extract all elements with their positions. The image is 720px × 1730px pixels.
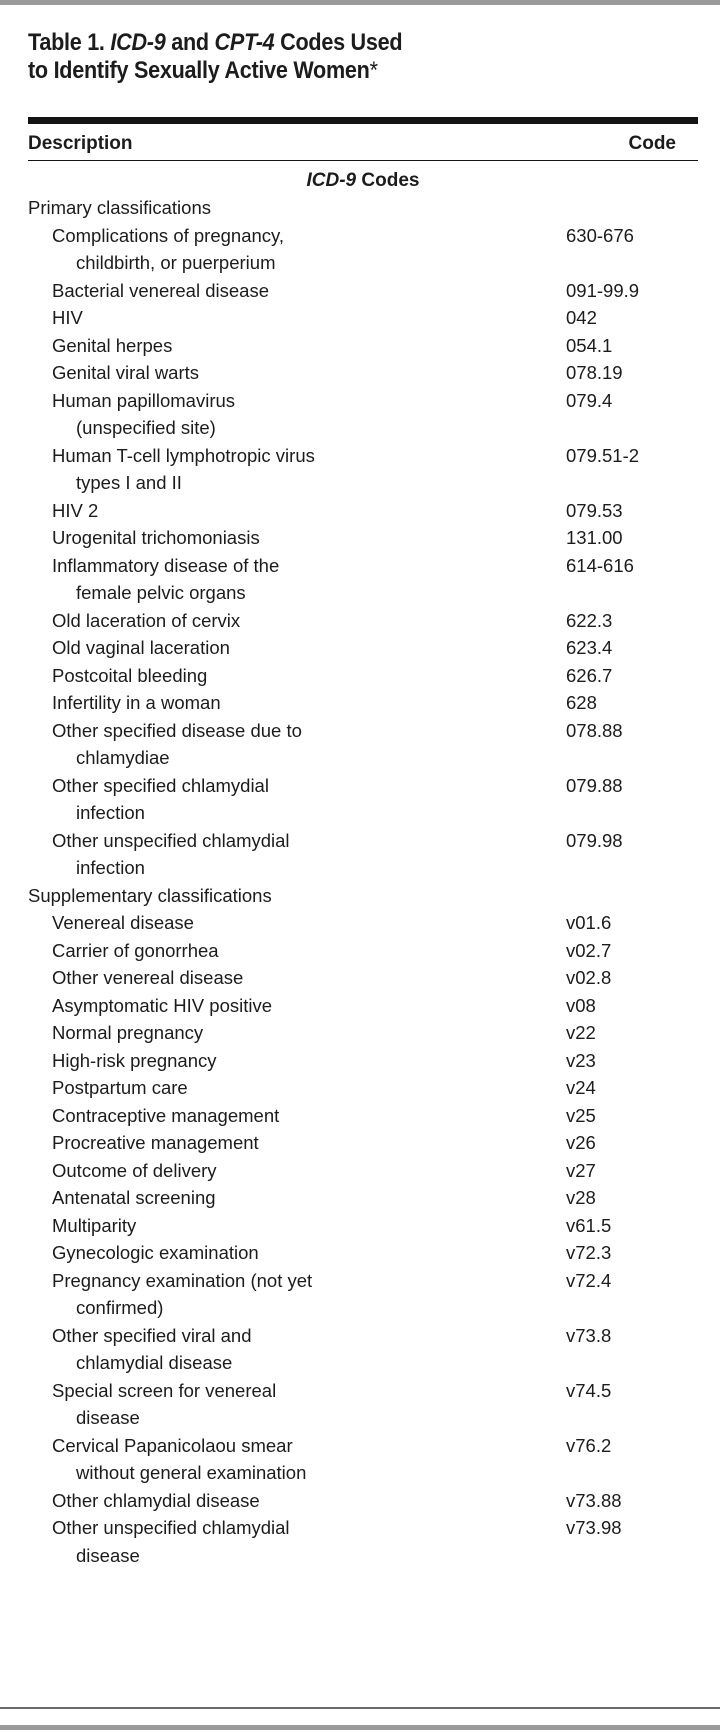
row-description [28,497,566,525]
title-prefix: Table 1. [28,29,111,56]
row-description [28,1047,566,1075]
description-line: Other chlamydial disease [52,1489,260,1511]
description-line: Cervical Papanicolaou smear [52,1434,293,1456]
table-row [28,359,698,387]
table-row [28,1102,698,1130]
row-description [28,1377,566,1432]
table-row [28,1157,698,1185]
row-code: 079.98 [566,829,623,851]
row-description [28,524,566,552]
description-line: Postpartum care [52,1077,188,1098]
table-row [28,524,698,552]
column-header-description: Description [28,133,133,154]
row-code: 079.88 [566,774,623,796]
row-code: 042 [566,307,597,328]
table-row [28,1129,698,1157]
table-content [28,29,698,1569]
description-continuation: types I and II [76,472,182,493]
description-line: Other unspecified chlamydial [52,1517,290,1538]
row-description [28,689,566,717]
table-row [28,1074,698,1102]
description-continuation: female pelvic organs [76,582,246,603]
row-description [28,1487,566,1515]
title-line1-end: Codes Used [274,29,403,56]
description-line: Antenatal screening [52,1187,216,1208]
table-row [28,1514,698,1569]
row-code: 622.3 [566,609,613,631]
row-code: v76.2 [566,1434,612,1456]
description-line: Procreative management [52,1132,259,1153]
description-line: Carrier of gonorrhea [52,939,219,961]
description-line: Complications of pregnancy, [52,224,285,246]
row-code: v22 [566,1022,596,1043]
table-row [28,1487,698,1515]
description-continuation: childbirth, or puerperium [76,252,276,273]
row-code: v61.5 [566,1214,612,1236]
title-cpt: CPT-4 [214,29,275,56]
row-code: v73.98 [566,1517,622,1538]
description-continuation: disease [76,1407,140,1428]
description-line: Old vaginal laceration [52,637,230,658]
row-description [28,717,566,772]
row-description [28,332,566,360]
table-row [28,992,698,1020]
description-line: Asymptomatic HIV positive [52,994,273,1016]
row-description [28,359,566,387]
table-row [28,332,698,360]
row-code: v08 [566,994,596,1016]
table-row [28,1322,698,1377]
table-row [28,304,698,332]
row-code: 614-616 [566,554,634,576]
description-continuation: (unspecified site) [76,417,216,438]
row-code: v28 [566,1187,596,1208]
table-row [28,552,698,607]
row-code: 079.4 [566,389,613,411]
supplementary-rows [28,909,698,1569]
description-line: Other venereal disease [52,967,244,988]
title-asterisk: * [369,57,378,84]
row-code: v25 [566,1104,596,1126]
description-continuation: infection [76,802,145,823]
description-continuation: chlamydial disease [76,1352,233,1373]
table-row [28,772,698,827]
table-title [28,29,697,85]
title-and: and [165,29,215,56]
row-description [28,937,566,965]
table-row [28,387,698,442]
row-code: v74.5 [566,1379,612,1401]
row-description [28,1157,566,1185]
description-line: Inflammatory disease of the [52,554,280,576]
row-code: v72.3 [566,1242,612,1263]
row-description [28,992,566,1020]
description-line: Other unspecified chlamydial [52,829,290,851]
table-row [28,1047,698,1075]
description-line: Bacterial venereal disease [52,279,269,301]
description-line: Other specified chlamydial [52,774,269,796]
description-line: Pregnancy examination (not yet [52,1269,313,1291]
table-row [28,1239,698,1267]
table-row [28,277,698,305]
primary-rows [28,222,698,882]
description-line: Human papillomavirus [52,389,236,411]
row-code: v73.8 [566,1324,612,1346]
row-code: 079.53 [566,499,623,521]
row-code: v23 [566,1049,596,1071]
description-line: Other specified disease due to [52,719,302,741]
row-description [28,442,566,497]
description-line: Postcoital bleeding [52,664,208,686]
description-line: Gynecologic examination [52,1242,259,1263]
row-code: 131.00 [566,527,623,548]
table-row [28,1184,698,1212]
row-description [28,1019,566,1047]
description-line: Genital viral warts [52,362,200,383]
row-description [28,1514,566,1569]
row-code: v02.8 [566,967,612,988]
row-description [28,1074,566,1102]
row-description [28,827,566,882]
group-label-primary: Primary classifications [28,197,211,218]
row-description [28,1212,566,1240]
column-header-row [28,124,698,161]
row-code: 630-676 [566,224,634,246]
row-description [28,1322,566,1377]
row-code: v73.88 [566,1489,622,1511]
row-code: v72.4 [566,1269,612,1291]
title-line2: to Identify Sexually Active Women [28,57,370,84]
description-line: Contraceptive management [52,1104,280,1126]
description-line: HIV [52,307,83,328]
title-rule [28,117,698,124]
description-line: Venereal disease [52,912,194,933]
row-description [28,1184,566,1212]
description-line: Outcome of delivery [52,1159,217,1181]
row-code: v27 [566,1159,596,1181]
row-description [28,1267,566,1322]
table-row [28,909,698,937]
description-continuation: disease [76,1544,140,1566]
row-code: 079.51-2 [566,444,640,466]
section-heading-suffix: Codes [356,170,420,191]
row-description [28,634,566,662]
description-line: Human T-cell lymphotropic virus [52,444,315,466]
bottom-rule [0,1707,720,1709]
title-icd: ICD-9 [110,29,166,56]
table-row [28,442,698,497]
column-header-code: Code [628,133,676,154]
description-continuation: confirmed) [76,1297,164,1318]
row-code: 623.4 [566,637,613,658]
table-row [28,827,698,882]
row-description [28,1239,566,1267]
row-description [28,1102,566,1130]
row-description [28,662,566,690]
row-description [28,1432,566,1487]
row-description [28,552,566,607]
description-line: Urogenital trichomoniasis [52,527,260,548]
row-code: 628 [566,692,597,713]
row-code: v01.6 [566,912,612,933]
description-line: Other specified viral and [52,1324,252,1346]
row-code: 091-99.9 [566,279,640,301]
description-continuation: infection [76,857,145,878]
row-description [28,964,566,992]
row-description [28,909,566,937]
row-description [28,387,566,442]
table-row [28,497,698,525]
section-heading [28,167,698,194]
table-row [28,1019,698,1047]
row-code: v24 [566,1077,596,1098]
table-row [28,1212,698,1240]
row-code: v26 [566,1132,596,1153]
row-code: 626.7 [566,664,613,686]
group-label-supplementary: Supplementary classifications [28,884,272,906]
description-line: HIV 2 [52,499,99,521]
row-code: 078.19 [566,362,623,383]
table-row [28,689,698,717]
description-line: Infertility in a woman [52,692,221,713]
table-row [28,222,698,277]
description-continuation: chlamydiae [76,747,170,768]
table-row [28,607,698,635]
description-line: Multiparity [52,1214,137,1236]
description-line: Special screen for venereal [52,1379,277,1401]
description-line: Genital herpes [52,334,173,356]
row-description [28,222,566,277]
table-row [28,937,698,965]
section-heading-name: ICD-9 [306,170,357,191]
table-row [28,717,698,772]
row-description [28,772,566,827]
description-line: Old laceration of cervix [52,609,241,631]
description-line: High-risk pregnancy [52,1049,217,1071]
row-description [28,607,566,635]
row-code: 054.1 [566,334,613,356]
table-row [28,662,698,690]
row-code: v02.7 [566,939,612,961]
row-description [28,304,566,332]
table-row [28,1267,698,1322]
table-row [28,964,698,992]
description-continuation: without general examination [76,1462,307,1483]
table-row [28,1432,698,1487]
row-description [28,1129,566,1157]
row-code: 078.88 [566,719,623,741]
table-row [28,1377,698,1432]
description-line: Normal pregnancy [52,1022,204,1043]
row-description [28,277,566,305]
table-row [28,634,698,662]
